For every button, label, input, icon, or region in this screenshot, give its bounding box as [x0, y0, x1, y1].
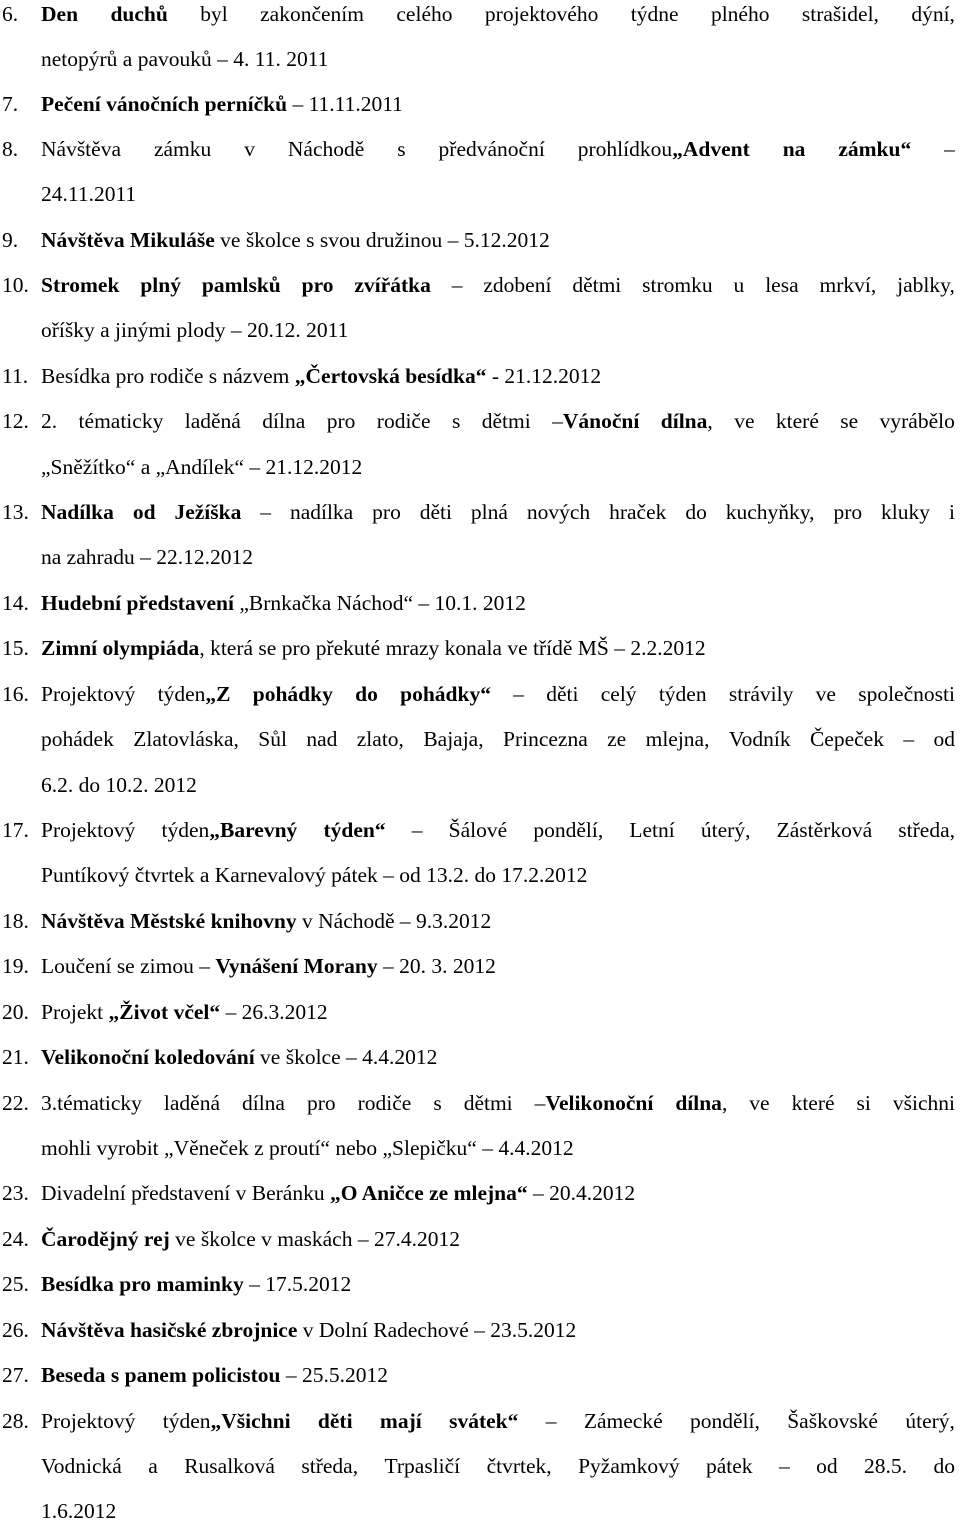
bold-phrase: Vynášení Morany	[215, 954, 378, 978]
word: Návštěva	[41, 137, 121, 161]
word: nadílka	[289, 500, 354, 524]
list-item-line	[41, 226, 550, 254]
bold-phrase: Pečení vánočních perníčků	[41, 92, 288, 116]
word: plného	[710, 2, 770, 26]
word: dětmi	[481, 409, 531, 433]
word: kuchyňky,	[725, 500, 815, 524]
word: pro	[306, 1091, 336, 1115]
word: zámku	[153, 137, 212, 161]
list-item-number: 25.	[2, 1272, 29, 1296]
word: lesa	[765, 273, 799, 297]
text-run: Divadelní představení v Beránku	[41, 1181, 330, 1205]
list-item-number: 16.	[2, 682, 29, 706]
list-item-line	[41, 634, 706, 662]
text-run: netopýrů a pavouků – 4. 11. 2011	[41, 47, 329, 71]
word: ve	[749, 1091, 770, 1115]
word: děti	[546, 682, 579, 706]
list-item-number: 20.	[2, 1000, 29, 1024]
word: mrkví,	[819, 273, 877, 297]
word: týdne	[630, 2, 679, 26]
word: od	[816, 1454, 838, 1478]
word: Projektový	[41, 818, 136, 842]
word: týden„Barevný	[161, 818, 298, 842]
word: Trpasličí	[384, 1454, 461, 1478]
list-item-line	[41, 589, 526, 617]
word: Vodník	[728, 727, 791, 751]
word: dýní,	[911, 2, 955, 26]
word: nových	[526, 500, 591, 524]
word: mlejna,	[645, 727, 710, 751]
word: dílna,	[675, 1091, 728, 1115]
word: od	[933, 727, 955, 751]
bold-phrase: Návštěva hasičské zbrojnice	[41, 1318, 298, 1342]
word: na	[782, 137, 806, 161]
word: strávily	[728, 682, 794, 706]
word: celého	[396, 2, 453, 26]
word: laděná	[184, 409, 241, 433]
word: Princezna	[502, 727, 588, 751]
list-item-line	[41, 1497, 116, 1525]
list-item-number: 13.	[2, 500, 29, 524]
word: ve	[815, 682, 836, 706]
list-item-number: 9.	[2, 228, 19, 252]
list-item-line	[41, 1452, 955, 1480]
word: –	[451, 273, 463, 297]
word: i	[948, 500, 955, 524]
list-item-line	[41, 680, 955, 708]
word: týden„Všichni	[162, 1409, 291, 1433]
list-item-line	[41, 543, 253, 571]
word: 28.5.	[864, 1454, 908, 1478]
bold-phrase: Velikonoční koledování	[41, 1045, 255, 1069]
list-item-line	[41, 90, 403, 118]
word: –	[260, 500, 272, 524]
word: Zámecké	[583, 1409, 663, 1433]
word: Pyžamkový	[578, 1454, 680, 1478]
list-item-number: 24.	[2, 1227, 29, 1251]
word: se	[840, 409, 859, 433]
word: –	[903, 727, 915, 751]
word: čtvrtek,	[486, 1454, 552, 1478]
word: středa,	[898, 818, 955, 842]
word: rodiče	[357, 1091, 412, 1115]
word: zámku“	[838, 137, 912, 161]
bold-phrase: „Čertovská besídka“	[294, 364, 487, 388]
word: které	[791, 1091, 835, 1115]
word: plná	[470, 500, 508, 524]
word: u	[733, 273, 745, 297]
word: Vodnická	[41, 1454, 122, 1478]
word: úterý,	[905, 1409, 955, 1433]
word: Projektový	[41, 1409, 136, 1433]
text-run: na zahradu – 22.12.2012	[41, 545, 253, 569]
text-run: ve školce s svou družinou – 5.12.2012	[214, 228, 550, 252]
list-item-line	[41, 45, 328, 73]
word: Šaškovské	[787, 1409, 878, 1433]
word: stromku	[642, 273, 713, 297]
list-item-line	[41, 725, 955, 753]
word: týden“	[323, 818, 386, 842]
word: 2.	[41, 409, 58, 433]
word: mají	[379, 1409, 422, 1433]
word: s	[433, 1091, 442, 1115]
word: do	[355, 682, 378, 706]
list-item-line	[41, 1043, 437, 1071]
list-item-line	[41, 407, 955, 435]
word: –	[513, 682, 524, 706]
word: plný	[140, 273, 181, 297]
word: Sůl	[258, 727, 287, 751]
word: do	[685, 500, 707, 524]
word: které	[775, 409, 819, 433]
word: Letní	[629, 818, 675, 842]
word: dílna,	[660, 409, 713, 433]
bold-phrase: Zimní olympiáda	[41, 636, 200, 660]
list-item-line	[41, 998, 328, 1026]
list-item-line	[41, 1225, 460, 1253]
word: zvířátka	[354, 273, 431, 297]
word: pohádky“	[400, 682, 491, 706]
word: v	[244, 137, 255, 161]
word: svátek“	[449, 1409, 519, 1433]
word: děti	[419, 500, 452, 524]
word: Šálové	[448, 818, 508, 842]
word: Den	[41, 2, 79, 26]
text-run: 6.2. do 10.2. 2012	[41, 773, 197, 797]
word: zlato,	[356, 727, 404, 751]
word: s	[451, 409, 461, 433]
list-item-number: 22.	[2, 1091, 29, 1115]
list-item-line	[41, 453, 362, 481]
text-run: ve školce v maskách – 27.4.2012	[169, 1227, 460, 1251]
text-run: Besídka pro rodiče s názvem	[41, 364, 295, 388]
bold-phrase: Besídka pro maminky	[41, 1272, 244, 1296]
word: pro	[326, 409, 356, 433]
word: Zlatovláska,	[133, 727, 239, 751]
word: –	[411, 818, 423, 842]
word: dětmi	[572, 273, 622, 297]
word: laděná	[163, 1091, 220, 1115]
text-run: , která se pro překuté mrazy konala ve třídě MŠ – 2.2.2012	[199, 636, 706, 660]
list-item-number: 7.	[2, 92, 19, 116]
list-item-number: 12.	[2, 409, 29, 433]
word: předvánoční	[438, 137, 545, 161]
list-item-line	[41, 1179, 635, 1207]
word: pro	[833, 500, 863, 524]
word: pondělí,	[533, 818, 604, 842]
text-run: - 21.12.2012	[486, 364, 602, 388]
list-item-number: 23.	[2, 1181, 29, 1205]
text-run: ve školce – 4.4.2012	[254, 1045, 438, 1069]
word: –Velikonoční	[534, 1091, 654, 1115]
text-run: „Brnkačka Náchod“ – 10.1. 2012	[233, 591, 526, 615]
bold-phrase: „O Aničce ze mlejna“	[329, 1181, 528, 1205]
bold-phrase: Beseda s panem policistou	[41, 1363, 281, 1387]
word: pátek	[706, 1454, 753, 1478]
bold-phrase: „Život včel“	[108, 1000, 221, 1024]
list-item-line	[41, 180, 136, 208]
word: Ježíška	[174, 500, 242, 524]
list-item-line	[41, 1270, 351, 1298]
word: pro	[301, 273, 334, 297]
text-run: Puntíkový čtvrtek a Karnevalový pátek – od 13.2. do 17.2.2012	[41, 863, 588, 887]
bold-phrase: Návštěva Městské knihovny	[41, 909, 297, 933]
word: zakončením	[260, 2, 364, 26]
list-item-number: 6.	[2, 2, 19, 26]
word: Náchodě	[287, 137, 365, 161]
word: ve	[734, 409, 755, 433]
word: Rusalková	[184, 1454, 275, 1478]
word: od	[132, 500, 156, 524]
word: kluky	[881, 500, 931, 524]
text-run: Loučení se zimou –	[41, 954, 216, 978]
word: jablky,	[897, 273, 955, 297]
list-item-number: 26.	[2, 1318, 29, 1342]
word: a	[148, 1454, 158, 1478]
list-item-number: 28.	[2, 1409, 29, 1433]
list-item-line	[41, 907, 491, 935]
word: prohlídkou„Advent	[577, 137, 750, 161]
list-item-line	[41, 1316, 576, 1344]
word: vyrábělo	[879, 409, 955, 433]
word: duchů	[110, 2, 168, 26]
bold-phrase: Hudební představení	[41, 591, 234, 615]
list-item-line	[41, 362, 601, 390]
word: –	[778, 1454, 790, 1478]
word: úterý,	[700, 818, 751, 842]
word: –	[944, 137, 955, 161]
word: do	[933, 1454, 955, 1478]
text-run: – 17.5.2012	[243, 1272, 352, 1296]
list-item-number: 11.	[2, 364, 29, 388]
list-item-line	[41, 271, 955, 299]
bold-phrase: Návštěva Mikuláše	[41, 228, 215, 252]
bold-phrase: Čarodějný rej	[41, 1227, 170, 1251]
word: týden„Z	[157, 682, 231, 706]
list-item-line	[41, 861, 587, 889]
list-item-line	[41, 952, 496, 980]
text-run: mohli vyrobit „Věneček z proutí“ nebo „Slepičku“ – 4.4.2012	[41, 1136, 574, 1160]
word: nad	[306, 727, 338, 751]
list-item-line	[41, 498, 955, 526]
word: dětmi	[463, 1091, 513, 1115]
list-item-number: 8.	[2, 137, 19, 161]
word: zdobení	[483, 273, 552, 297]
word: dílna	[262, 409, 306, 433]
word: pohádky	[252, 682, 333, 706]
word: Bajaja,	[423, 727, 484, 751]
list-item-number: 27.	[2, 1363, 29, 1387]
word: byl	[200, 2, 228, 26]
word: hraček	[609, 500, 667, 524]
word: dílna	[241, 1091, 285, 1115]
text-run: Projekt	[41, 1000, 109, 1024]
text-run: – 26.3.2012	[220, 1000, 328, 1024]
word: pamlsků	[201, 273, 281, 297]
text-run: – 20. 3. 2012	[377, 954, 496, 978]
word: –Vánoční	[552, 409, 640, 433]
word: týden	[658, 682, 707, 706]
word: tématicky	[78, 409, 164, 433]
word: pondělí,	[689, 1409, 760, 1433]
word: si	[856, 1091, 871, 1115]
list-item-line	[41, 1361, 388, 1389]
word: 3.tématicky	[41, 1091, 142, 1115]
word: pohádek	[41, 727, 114, 751]
word: s	[397, 137, 406, 161]
text-run: – 20.4.2012	[527, 1181, 636, 1205]
list-item-line	[41, 1407, 955, 1435]
list-item-line	[41, 816, 955, 844]
list-item-number: 21.	[2, 1045, 29, 1069]
list-item-line	[41, 771, 197, 799]
word: ze	[607, 727, 627, 751]
word: Nadílka	[41, 500, 114, 524]
text-run: 24.11.2011	[41, 182, 137, 206]
text-run: 1.6.2012	[41, 1499, 117, 1523]
list-item-line	[41, 316, 348, 344]
word: společnosti	[858, 682, 955, 706]
word: Čepeček	[809, 727, 884, 751]
list-item-number: 17.	[2, 818, 29, 842]
text-run: v Dolní Radechové – 23.5.2012	[297, 1318, 577, 1342]
word: celý	[600, 682, 637, 706]
word: Zástěrková	[776, 818, 873, 842]
word: Stromek	[41, 273, 120, 297]
word: projektového	[484, 2, 599, 26]
text-run: – 11.11.2011	[287, 92, 403, 116]
text-run: „Sněžítko“ a „Andílek“ – 21.12.2012	[41, 455, 363, 479]
list-item-line	[41, 1089, 955, 1117]
list-item-number: 15.	[2, 636, 29, 660]
word: děti	[317, 1409, 353, 1433]
word: všichni	[892, 1091, 955, 1115]
word: pro	[372, 500, 401, 524]
word: středa,	[301, 1454, 359, 1478]
word: –	[545, 1409, 557, 1433]
list-item-number: 14.	[2, 591, 29, 615]
list-item-number: 18.	[2, 909, 29, 933]
word: rodiče	[376, 409, 431, 433]
list-item-line	[41, 1134, 574, 1162]
list-item-line	[41, 135, 955, 163]
list-item-number: 10.	[2, 273, 29, 297]
word: Projektový	[41, 682, 136, 706]
text-run: oříšky a jinými plody – 20.12. 2011	[41, 318, 349, 342]
text-run: v Náchodě – 9.3.2012	[296, 909, 492, 933]
list-item-line	[41, 0, 955, 28]
list-item-number: 19.	[2, 954, 29, 978]
text-run: – 25.5.2012	[280, 1363, 389, 1387]
word: strašidel,	[801, 2, 879, 26]
